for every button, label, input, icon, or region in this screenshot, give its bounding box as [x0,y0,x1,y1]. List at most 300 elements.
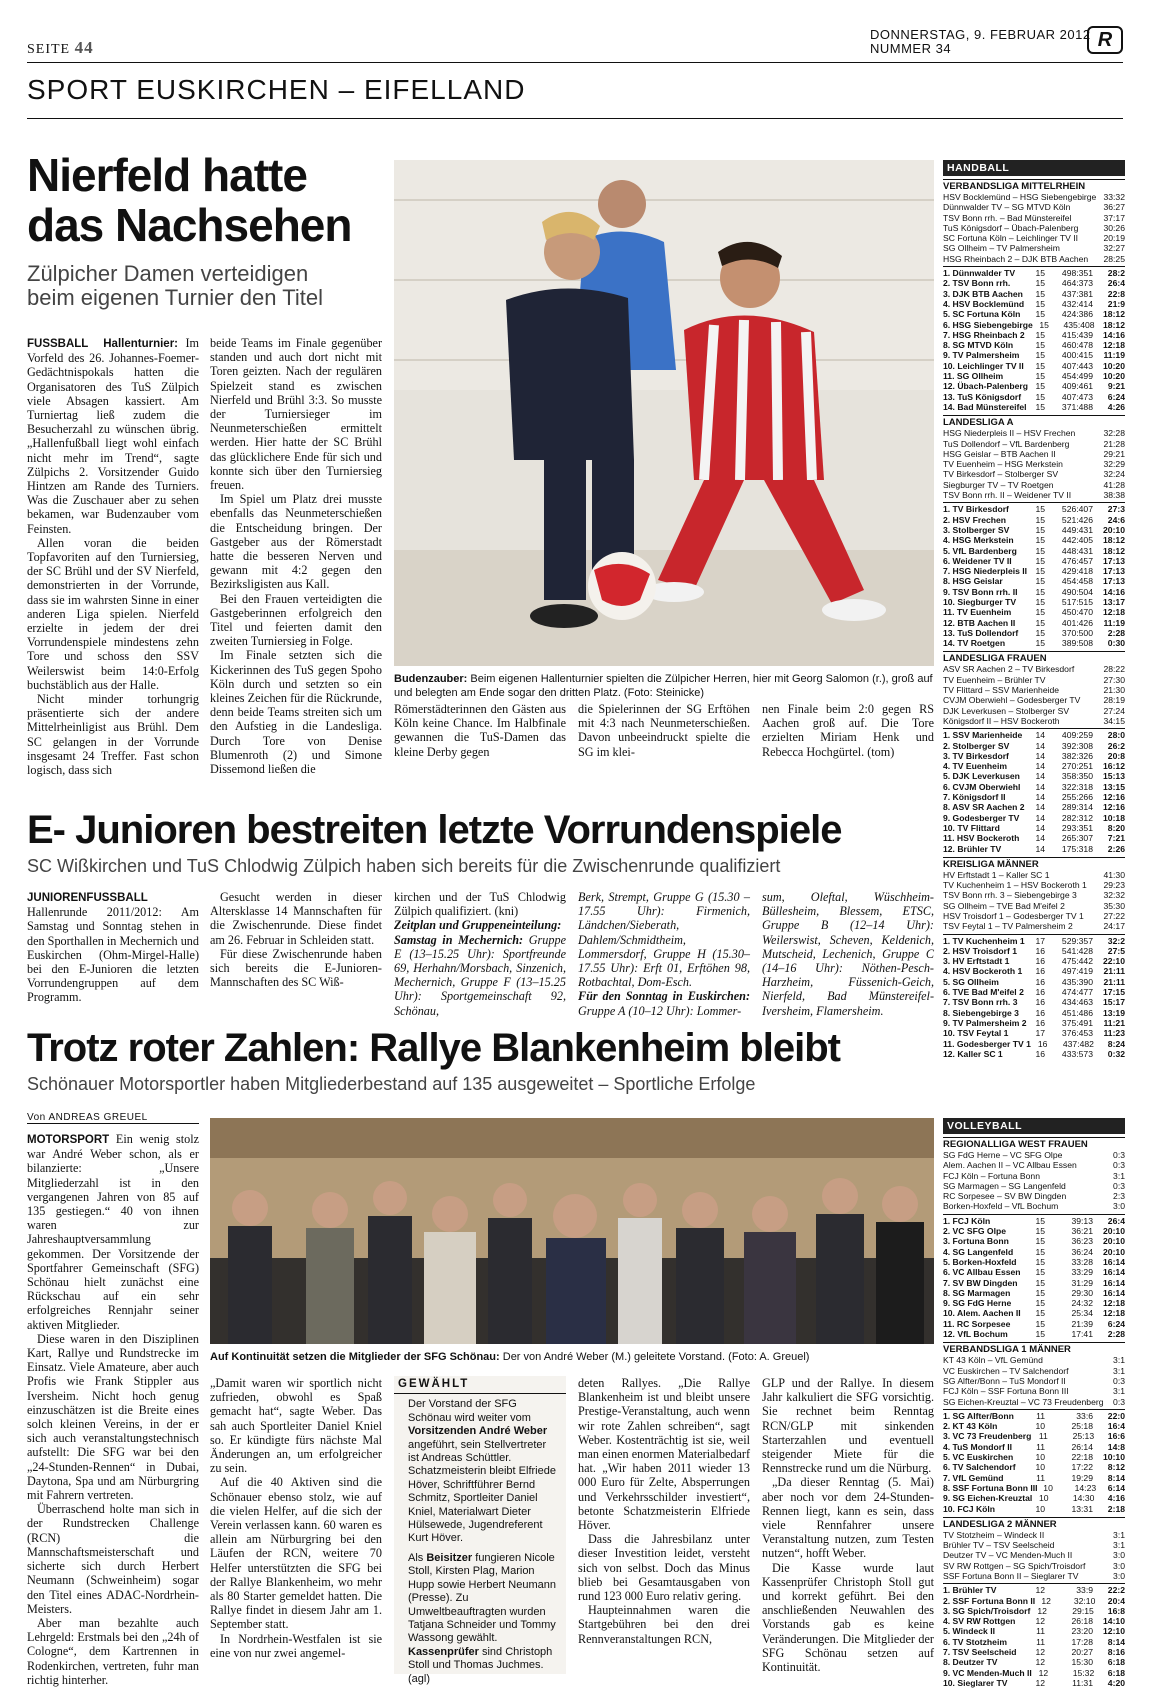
points: 17:13 [1103,566,1125,577]
result-row [943,480,1125,490]
points: 14:16 [1103,329,1125,340]
games-played: 15 [1035,340,1045,351]
article3-column-1: MOTORSPORT Ein wenig stolz war André Weber schon, als er bilanzierte: „Unsere Mitgliederzahl ist in den vergangenen Jahren von 85 auf 135 gestiegen.“ 40 von ihnen waren zur Jahreshauptversammlung gekommen. Der Vorsitzende der Sportfahrer Gemeinschaft (SFG) Schönau hielt zunächst eine Rückschau auf ein sehr erfolgreiches Rennjahr seiner aktiven Mitglieder. Diese waren in den Disziplinen Kart, Rallye und Rundstrecke im Einsatz. Viele Amateure, aber auch Profis wie Frank Stippler aus Iversheim. Nicht hoch genug einzuschätzen ist die Breite eines solch kleinen Vereins, in der er sich auch veranstaltungstechnisch aufstellt: Die SFG war bei den „24-Stunden-Rennen“ in Dubai, Daytona, Spa und am Nürburgring mit Fahrern vertreten. Überraschend holte man sich in der Rundstrecken Challenge (RCN) die Mannschaftsmeisterschaft und sicherte sich durch Herbert Neumann (Schweinheim) sogar den Titel eines ADAC-Nordrhein-Meisters. Aber man bezahlte auch Lehrgeld: Erstmals bei den „24h of Cologne“, dem Kartrennen in Rodenkirchen, vertreten, fuhr man richtig hinterher. [27,1132,199,1687]
games-played: 16 [1035,987,1045,998]
match-score: 21:28 [1103,438,1125,449]
standings-row [943,1216,1125,1226]
article3-byline: Von ANDREAS GREUEL [27,1112,199,1124]
games-played: 15 [1035,360,1045,371]
games-played: 15 [1035,1318,1045,1329]
goal-ratio: 15:32 [1072,1667,1095,1678]
standings-row [943,1018,1125,1028]
result-row [943,685,1125,695]
team-name: 7. TSV Seelscheid [943,1647,1017,1658]
result-row [943,1201,1125,1211]
points: 22:0 [1107,1410,1125,1421]
team-name: 11. Godesberger TV 1 [943,1038,1031,1049]
games-played: 15 [1035,1256,1045,1267]
match-teams: FCJ Köln – SSF Fortuna Bonn III [943,1386,1069,1397]
goal-ratio: 454:499 [1061,371,1093,382]
goal-ratio: 19:29 [1071,1472,1093,1483]
standings-row [943,956,1125,966]
games-played: 12 [1035,1616,1045,1627]
goal-ratio: 409:259 [1061,730,1093,741]
games-played: 15 [1035,1298,1045,1309]
goal-ratio: 23:20 [1071,1626,1093,1637]
points: 4:20 [1107,1677,1125,1688]
match-score: 34:15 [1103,715,1125,726]
goal-ratio: 265:307 [1061,833,1093,844]
standings-row [943,278,1125,288]
goal-ratio: 424:386 [1061,309,1093,320]
standings-row [943,1267,1125,1277]
points: 6:14 [1107,1482,1125,1493]
points: 10:20 [1103,371,1125,382]
match-teams: CVJM Oberwiehl – Godesberger TV [943,695,1081,706]
goal-ratio: 29:30 [1071,1287,1093,1298]
match-score: 32:29 [1103,459,1125,470]
match-score: 3:1 [1113,1365,1125,1376]
games-played: 15 [1039,319,1049,330]
standings-row [943,1431,1125,1441]
team-name: 9. TSV Bonn rrh. II [943,586,1018,597]
points: 12:16 [1103,792,1125,803]
standings-row [943,525,1125,535]
points: 12:18 [1103,1298,1125,1309]
games-played: 15 [1035,298,1045,309]
standings-row [943,1473,1125,1483]
points: 16:14 [1103,1277,1125,1288]
standings-row [943,597,1125,607]
goal-ratio: 20:27 [1071,1647,1093,1658]
games-played: 15 [1035,545,1045,556]
goal-ratio: 449:431 [1061,524,1093,535]
points: 8:12 [1107,1462,1125,1473]
points: 4:16 [1107,1493,1125,1504]
games-played: 10 [1039,1493,1049,1504]
goal-ratio: 39:13 [1071,1215,1093,1226]
standings-row [943,987,1125,997]
match-teams: Deutzer TV – VC Menden-Much II [943,1550,1073,1561]
games-played: 15 [1035,268,1045,279]
match-score: 0:3 [1113,1180,1125,1191]
points: 32:2 [1107,935,1125,946]
newspaper-logo: R [1087,26,1123,54]
games-played: 15 [1035,401,1045,412]
team-name: 6. HSG Siebengebirge [943,319,1033,330]
match-score: 20:19 [1103,233,1125,244]
team-name: 9. TV Palmersheim 2 [943,1017,1027,1028]
team-name: 2. TSV Bonn rrh. [943,278,1011,289]
article2-headline: E- Junioren bestreiten letzte Vorrundenspiele [27,808,842,852]
team-name: 10. Leichlinger TV II [943,360,1024,371]
points: 11:19 [1103,617,1125,628]
goal-ratio: 25:13 [1072,1431,1095,1442]
match-score: 0:3 [1113,1396,1125,1407]
standings-row [943,371,1125,381]
standings-row [943,320,1125,330]
standings-row [943,535,1125,545]
standings-row [943,936,1125,946]
article3-column-2: „Damit waren wir sportlich nicht zufrieden, obwohl es Spaß gemacht hat“, sagte Weber. Das sah auch Sportleiter Daniel Kniel so. Er kündigte fürs nächste Mal Änderungen an, um erfolgreicher zu sein. Auf die 40 Aktiven sind die Schönauer ebenso stolz, wie auf die vielen Helfer, auf die sich der Verein verlassen kann. 60 waren es allein am Nürburgring bei den Läufen der RCN, weitere 70 Helfer unterstützten die SFG bei der Rallye Blankenheim, wo mehr als 80 Starter gemeldet hatten. Die Rallye findet in diesem Jahr am 1. September statt. In Nordrhein-Westfalen ist sie eine von nur zwei angemel- [210,1376,382,1660]
standings-row [943,1421,1125,1431]
points: 2:28 [1107,627,1125,638]
points: 2:26 [1107,843,1125,854]
goal-ratio: 442:405 [1061,535,1093,546]
games-played: 14 [1035,730,1045,741]
match-teams: Siegburger TV – TV Roetgen [943,479,1054,490]
match-score: 29:23 [1103,880,1125,891]
article3-subheadline: Schönauer Motorsportler haben Mitgliederbestand auf 135 ausgeweitet – Sportliche Erfolge [27,1074,756,1094]
match-teams: TuS Dollendorf – VfL Bardenberg [943,438,1070,449]
standings-row [943,802,1125,812]
result-row [943,254,1125,264]
article2-subheadline: SC Wißkirchen und TuS Chlodwig Zülpich haben sich bereits für die Zwischenrunde qualifiziert [27,856,781,876]
games-played: 15 [1035,566,1045,577]
goal-ratio: 435:390 [1061,976,1093,987]
match-teams: RC Sorpesee – SV BW Dingden [943,1191,1067,1202]
standings-row [943,751,1125,761]
match-teams: SG Ollheim – TV Palmersheim [943,243,1060,254]
points: 10:20 [1103,360,1125,371]
result-row [943,1397,1125,1407]
games-played: 14 [1035,740,1045,751]
team-name: 1. SG Alfter/Bonn [943,1410,1014,1421]
goal-ratio: 33:6 [1076,1410,1093,1421]
games-played: 12 [1041,1595,1051,1606]
goal-ratio: 521:426 [1061,514,1093,525]
standings-row [943,638,1125,648]
games-played: 15 [1035,617,1045,628]
points: 2:18 [1107,1503,1125,1514]
standings-row [943,1288,1125,1298]
standings-row [943,1452,1125,1462]
standings-row [943,330,1125,340]
result-row [943,1181,1125,1191]
goal-ratio: 322:318 [1061,781,1093,792]
goal-ratio: 409:461 [1061,381,1094,392]
article2-column-5: sum, Oleftal, Wüschheim-Büllesheim, Blessem, ETSC, Gruppe B (12–14 Uhr): Weilerswist, Scheven, Keldenich, Mutscheid, Lechenich, Gruppe C (14–16 Uhr): Nöthen-Pesch-Harzheim, Füssenich-Geich, Nierfeld, Bad Münstereifel-Iversheim, Flamersheim. [762,890,934,1018]
match-teams: Borken-Hoxfeld – VfL Bochum [943,1201,1059,1212]
team-name: 7. Königsdorf II [943,792,1006,803]
team-name: 8. HSG Geislar [943,576,1003,587]
league-name: REGIONALLIGA WEST FRAUEN [943,1137,1125,1150]
points: 26:2 [1107,740,1125,751]
games-played: 15 [1035,1267,1045,1278]
goal-ratio: 371:488 [1061,401,1093,412]
match-score: 3:0 [1113,1570,1125,1581]
goal-ratio: 282:312 [1061,812,1093,823]
points: 12:16 [1103,802,1125,813]
goal-ratio: 29:15 [1072,1605,1094,1616]
standings-row [943,1493,1125,1503]
points: 10:18 [1103,812,1125,823]
result-row [943,1530,1125,1540]
standings-row [943,813,1125,823]
games-played: 15 [1035,1246,1045,1257]
games-played: 14 [1035,822,1045,833]
standings-row [943,792,1125,802]
team-name: 5. Windeck II [943,1626,995,1637]
match-score: 3:1 [1113,1540,1125,1551]
team-name: 4. SG Langenfeld [943,1246,1014,1257]
games-played: 15 [1035,1236,1045,1247]
match-score: 27:22 [1103,911,1125,921]
goal-ratio: 21:39 [1071,1318,1093,1329]
team-name: 12. VfL Bochum [943,1329,1008,1340]
games-played: 12 [1035,1585,1045,1596]
team-name: 7. SV BW Dingden [943,1277,1018,1288]
handball-photo-caption: Budenzauber: Beim eigenen Hallenturnier spielten die Zülpicher Herren, hier mit Georg Salomon (r.), groß auf und belegten am Ende sogar den dritten Platz. (Foto: Steinicke) [394,673,933,699]
team-name: 2. SSF Fortuna Bonn II [943,1595,1036,1606]
result-row [943,1150,1125,1160]
match-teams: SV RW Rottgen – SG Spich/Troisdorf [943,1560,1086,1571]
league-name: KREISLIGA MÄNNER [943,857,1125,870]
article2-column-4: Berk, Strempt, Gruppe G (15.30 –17.55 Uhr): Firmenich, Ländchen/Sieberath, Dahlem/Schmidtheim, Lommersdorf, Gruppe H (15.30–17.55 Uhr): Erft 01, Erftöhen 98, Rotbachtal, Dom-Esch. Für den Sonntag in Euskirchen: Gruppe A (10–12 Uhr): Lommer- [578,890,750,1018]
points: 11:23 [1103,1028,1125,1039]
header-rule [27,62,1123,63]
goal-ratio: 14:23 [1074,1482,1097,1493]
games-played: 12 [1035,1657,1045,1668]
standings-row [943,309,1125,319]
team-name: 3. SG Spich/Troisdorf [943,1605,1031,1616]
goal-ratio: 33:28 [1071,1256,1093,1267]
match-teams: Alem. Aachen II – VC Allbau Essen [943,1160,1077,1171]
standings-row [943,997,1125,1007]
match-score: 24:17 [1103,921,1125,932]
standings-row [943,1596,1125,1606]
result-row [943,490,1125,500]
goal-ratio: 175:318 [1061,843,1093,854]
section-rule [27,118,1123,119]
team-name: 3. Stolberger SV [943,524,1010,535]
standings-row [943,515,1125,525]
points: 20:10 [1103,524,1125,535]
points: 15:17 [1103,997,1125,1008]
games-played: 15 [1035,350,1045,361]
points: 22:8 [1107,288,1125,299]
standings-row [943,1049,1125,1059]
result-row [943,675,1125,685]
result-row [943,1171,1125,1181]
match-teams: SC Fortuna Köln – Leichlinger TV II [943,233,1079,244]
team-name: 5. Borken-Hoxfeld [943,1256,1017,1267]
points: 13:19 [1103,1007,1125,1018]
result-row [943,439,1125,449]
standings-row [943,340,1125,350]
league-name: LANDESLIGA FRAUEN [943,651,1125,664]
team-name: 8. Deutzer TV [943,1657,998,1668]
match-teams: TSV Bonn rrh. – Bad Münstereifel [943,212,1072,223]
goal-ratio: 529:357 [1061,935,1093,946]
standings-row [943,587,1125,597]
games-played: 16 [1035,1007,1045,1018]
games-played: 10 [1035,1452,1045,1463]
team-name: 4. SV RW Rottgen [943,1616,1016,1627]
result-row [943,213,1125,223]
standings-row [943,823,1125,833]
points: 21:11 [1103,976,1125,987]
points: 17:13 [1103,555,1125,566]
match-score: 2:3 [1113,1191,1125,1202]
games-played: 15 [1035,576,1045,587]
points: 16:4 [1107,1421,1125,1432]
goal-ratio: 293:351 [1061,822,1093,833]
points: 18:12 [1103,545,1125,556]
goal-ratio: 26:14 [1071,1441,1093,1452]
goal-ratio: 31:29 [1071,1277,1093,1288]
match-teams: FCJ Köln – Fortuna Bonn [943,1170,1040,1181]
result-row [943,1561,1125,1571]
standings-row [943,946,1125,956]
points: 8:20 [1107,822,1125,833]
standings-row [943,1257,1125,1267]
standings-row [943,546,1125,556]
standings-row [943,361,1125,371]
goal-ratio: 15:30 [1071,1657,1093,1668]
games-played: 15 [1035,607,1045,618]
games-played: 11 [1038,1431,1048,1442]
games-played: 15 [1035,391,1045,402]
result-row [943,901,1125,911]
points: 28:2 [1107,268,1125,279]
standings-row [943,1319,1125,1329]
goal-ratio: 255:266 [1061,792,1093,803]
match-teams: ASV SR Aachen 2 – TV Birkesdorf [943,664,1075,675]
points: 14:16 [1103,586,1125,597]
result-row [943,233,1125,243]
result-row [943,911,1125,921]
goal-ratio: 435:408 [1063,319,1095,330]
goal-ratio: 433:573 [1061,1048,1093,1059]
team-name: 3. TV Birkesdorf [943,750,1009,761]
games-played: 11 [1036,1410,1045,1421]
standings-row [943,1028,1125,1038]
standings-row [943,1226,1125,1236]
games-played: 16 [1035,997,1045,1008]
result-row [943,921,1125,931]
standings-row [943,1626,1125,1636]
standings-row [943,1678,1125,1688]
result-row [943,202,1125,212]
points: 0:32 [1107,1048,1125,1059]
league-name: VERBANDSLIGA MITTELRHEIN [943,179,1125,192]
match-score: 0:3 [1113,1375,1125,1386]
result-row [943,1571,1125,1581]
goal-ratio: 17:22 [1071,1462,1093,1473]
points: 6:18 [1107,1657,1125,1668]
result-row [943,1386,1125,1396]
points: 10:10 [1103,1452,1125,1463]
match-score: 21:30 [1103,685,1125,696]
goal-ratio: 389:508 [1061,638,1093,649]
games-played: 10 [1035,1503,1045,1514]
games-played: 12 [1035,1647,1045,1658]
handball-photo [394,160,934,666]
team-name: 11. HSV Bockeroth [943,833,1020,844]
result-row [943,449,1125,459]
article3-column-4: deten Rallyes. „Die Rallye Blankenheim ist und bleibt unsere Prestige-Veranstaltung, auch wenn wir rote Zahlen schreiben“, sagt Weber. Kostenträchtig ist sie, weil man einen enormen Materialbedarf hat. „Wir haben 2011 wieder 13 000 Euro für Zelte, Absperrungen und Verkehrsschilder investiert“, betonte Schatzmeisterin Elfriede Höver. Dass die Jahresbilanz unter dieser Investition leidet, versteht sich von selbst. Doch das Minus blieb bei Gesamtausgaben von rund 123 000 Euro relativ gering. Haupteinnahmen waren die Startgebühren bei den drei Rennveranstaltungen RCN, [578,1376,750,1646]
goal-ratio: 474:477 [1061,987,1093,998]
match-score: 35:30 [1103,900,1125,911]
goal-ratio: 497:419 [1061,966,1093,977]
goal-ratio: 26:18 [1071,1616,1093,1627]
match-teams: SG Marmagen – SG Langenfeld [943,1180,1066,1191]
games-played: 17 [1035,1028,1045,1039]
standings-row [943,977,1125,987]
standings-row [943,576,1125,586]
points: 9:21 [1107,381,1126,392]
team-name: 2. HSV Frechen [943,514,1007,525]
games-played: 14 [1035,750,1045,761]
match-teams: HSG Geislar – BTB Aachen II [943,448,1056,459]
match-teams: TSV Bonn rrh. 3 – Siebengebirge 3 [943,890,1077,901]
games-played: 15 [1035,638,1045,649]
standings-row [943,1504,1125,1514]
team-name: 10. TSV Feytal 1 [943,1028,1009,1039]
result-row [943,870,1125,880]
team-name: 6. VC Allbau Essen [943,1267,1021,1278]
games-played: 14 [1035,781,1045,792]
points: 22:2 [1107,1585,1125,1596]
goal-ratio: 370:500 [1061,627,1093,638]
games-played: 15 [1035,504,1045,515]
points: 20:10 [1103,1226,1125,1237]
standings-row [943,566,1125,576]
points: 14:10 [1103,1616,1125,1627]
match-score: 37:17 [1103,212,1125,223]
points: 14:8 [1107,1441,1125,1452]
points: 26:4 [1107,278,1125,289]
team-name: 5. SC Fortuna Köln [943,309,1021,320]
group-photo [210,1118,934,1344]
match-teams: HSG Rheinbach 2 – DJK BTB Aachen [943,253,1089,264]
match-score: 0:3 [1113,1150,1125,1160]
standings-row [943,1236,1125,1246]
match-teams: TuS Königsdorf – Übach-Palenberg [943,222,1079,233]
points: 20:4 [1107,1595,1125,1606]
team-name: 5. SG Ollheim [943,976,999,987]
team-name: 6. TVE Bad M'eifel 2 [943,987,1024,998]
games-played: 14 [1035,812,1045,823]
match-teams: SG FdG Herne – VC SFG Olpe [943,1150,1063,1160]
standings-row [943,1008,1125,1018]
points: 20:10 [1103,1246,1125,1257]
match-score: 36:27 [1103,202,1125,213]
team-name: 9. SG Eichen-Kreuztal [943,1493,1033,1504]
games-played: 12 [1035,1677,1045,1688]
match-score: 30:26 [1103,222,1125,233]
games-played: 16 [1037,1038,1048,1049]
standings-row [943,1668,1125,1678]
points: 16:8 [1107,1605,1125,1616]
goal-ratio: 448:431 [1061,545,1093,556]
standings-row [943,1483,1125,1493]
match-score: 41:28 [1103,479,1125,490]
points: 8:14 [1107,1636,1125,1647]
standings-row [943,607,1125,617]
match-teams: TV Euenheim – HSG Merkstein [943,459,1063,470]
games-played: 15 [1035,596,1045,607]
volleyball-results-panel [943,1118,1125,1688]
goal-ratio: 437:381 [1061,288,1093,299]
standings-row [943,1442,1125,1452]
result-row [943,469,1125,479]
team-name: 12. BTB Aachen II [943,617,1016,628]
games-played: 15 [1035,371,1045,382]
goal-ratio: 14:30 [1072,1493,1095,1504]
result-row [943,695,1125,705]
